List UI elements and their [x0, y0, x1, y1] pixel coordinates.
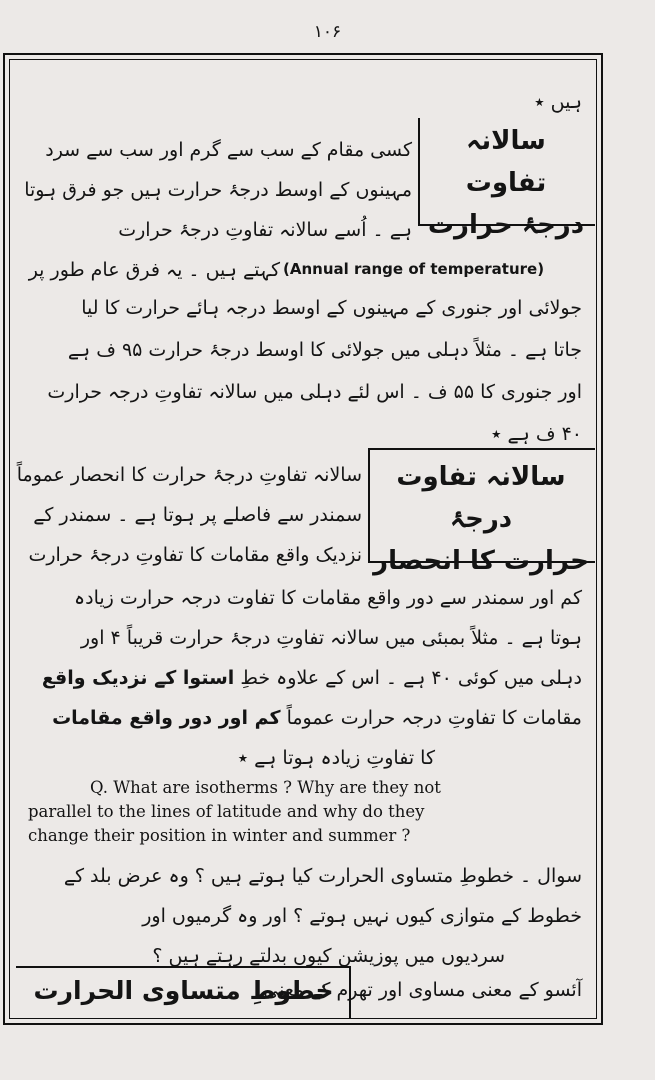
section1-english-term: (Annual range of temperature) — [283, 260, 545, 278]
question-urdu-line: سردیوں میں پوزیشن کیوں بدلتے رہتے ہیں ؟ — [152, 945, 505, 967]
section1-line: جولائی اور جنوری کے مہینوں کے اوسط درجہ ہائے حرارت کا لیا — [81, 297, 582, 319]
section2-heading-line1: سالانہ تفاوت درجۂ — [396, 462, 566, 534]
section3-text: آئسو کے معنی مساوی اور تھرم کے معنی — [263, 979, 582, 1001]
question-urdu-line: خطوط کے متوازی کیوں نہیں ہوتے ؟ اور وہ گرمیوں اور — [142, 905, 582, 927]
section2-heading — [372, 456, 590, 582]
question-english-line: Q. What are isotherms ? Why are they not — [90, 778, 441, 797]
bold-phrase: استوا کے نزدیک واقع — [41, 667, 235, 689]
section1-line: ہے ۔ اُسے سالانہ تفاوتِ درجۂ حرارت — [118, 219, 412, 241]
section2-line: کا تفاوتِ زیادہ ہوتا ہے ٭ — [237, 747, 435, 769]
section1-line: جاتا ہے ۔ مثلاً دہلی میں جولائی کا اوسط درجۂ حرارت ۹۵ ف ہے — [67, 339, 582, 361]
section2-line: سالانہ تفاوتِ درجۂ حرارت کا انحصار عموماً — [16, 464, 362, 486]
section2-line: کم اور سمندر سے دور واقع مقامات کا تفاوت درجہ حرارت زیادہ — [74, 587, 582, 609]
section1-line: کسی مقام کے سب سے گرم اور سب سے سرد — [45, 139, 412, 161]
section2-line: مقامات کا تفاوتِ درجہ حرارت عموماً کم اور دور واقع مقامات — [52, 707, 582, 729]
section1-heading — [422, 120, 590, 246]
question-urdu-line: سوال ۔ خطوطِ متساوی الحرارت کیا ہوتے ہیں ؟ وہ عرض بلد کے — [63, 865, 582, 887]
section2-line: سمندر سے فاصلے پر ہوتا ہے ۔ سمندر کے — [33, 504, 362, 526]
section2-line: دہلی میں کوئی ۴۰ ہے ۔ اس کے علاوہ خطِ استوا کے نزدیک واقع — [41, 667, 582, 689]
section1-heading-line1: سالانہ تفاوت — [465, 126, 547, 198]
section1-line: کہتے ہیں ۔ یہ فرق عام طور پر — [28, 259, 280, 281]
section1-line: ہیں ٭ — [534, 91, 582, 113]
section2-line: نزدیک واقع مقامات کا تفاوتِ درجۂ حرارت — [28, 544, 362, 566]
section3-heading: خطوطِ متساوی الحرارت — [33, 976, 334, 1005]
section1-line: اور جنوری کا ۵۵ ف ۔ اس لئے دہلی میں سالانہ تفاوتِ درجہ حرارت — [47, 381, 582, 403]
question-english-line: change their position in winter and summer ? — [28, 826, 411, 845]
section2-line: ہوتا ہے ۔ مثلاً بمبئی میں سالانہ تفاوتِ درجۂ حرارت قریباً ۴ اور — [80, 627, 582, 649]
section1-line: ۴۰ ف ہے ٭ — [491, 423, 582, 445]
section1-line: مہینوں کے اوسط درجۂ حرارت ہیں جو فرق ہوتا — [24, 179, 412, 201]
bold-phrase: کم اور دور واقع مقامات — [52, 707, 281, 729]
section2-heading-line2: حرارت کا انحصار — [373, 546, 589, 576]
page-number: ۱۰۶ — [313, 22, 342, 42]
section1-heading-line2: درجۂ حرارت — [427, 210, 585, 240]
question-english-line: parallel to the lines of latitude and why do they — [28, 802, 425, 821]
